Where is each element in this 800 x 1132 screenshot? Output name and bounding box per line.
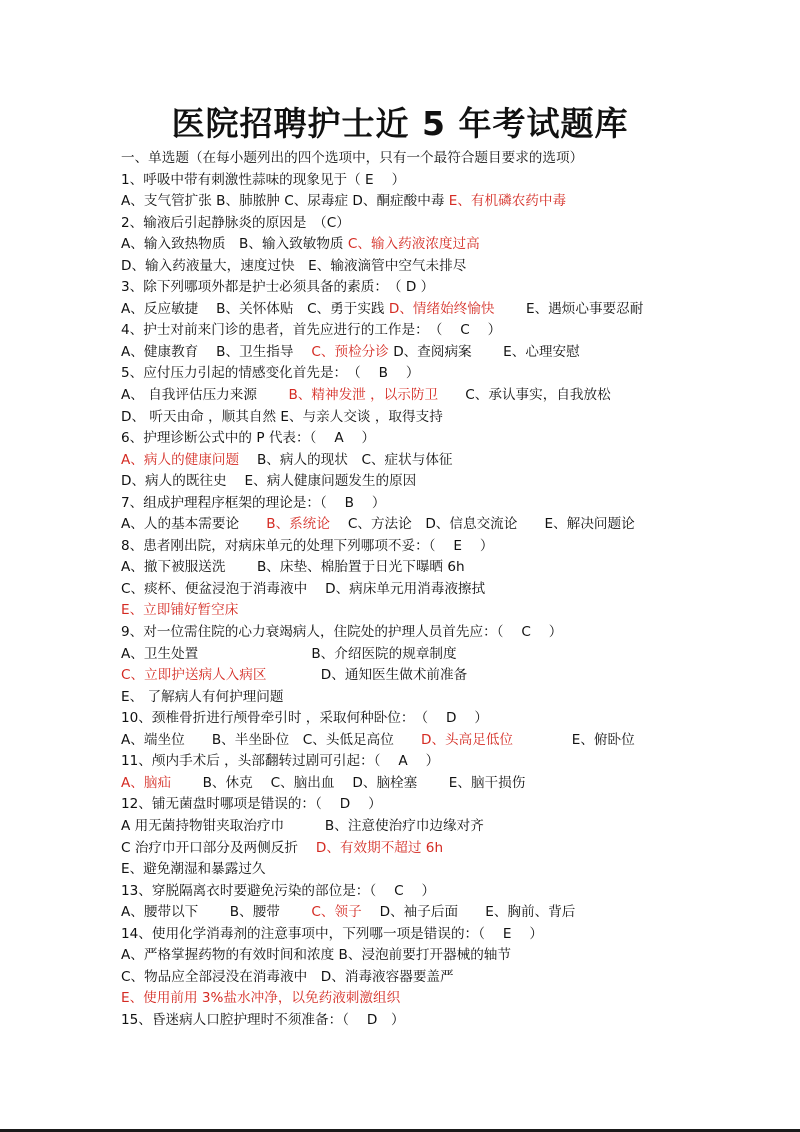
option-line	[121, 299, 796, 321]
option-text: A、反应敏捷 B、关怀体贴 C、勇于实践	[121, 300, 389, 317]
option-line	[121, 902, 796, 924]
option-line	[121, 967, 796, 989]
option-text: E、 了解病人有何护理问题	[121, 688, 284, 705]
option-text: A、人的基本需要论	[121, 516, 267, 533]
option-line	[121, 385, 796, 407]
option-text: C 治疗巾开口部分及两侧反折	[121, 839, 316, 856]
question-stem: 9、对一位需住院的心力衰竭病人，住院处的护理人员首先应：（ C ）	[121, 624, 563, 641]
option-text: C、物品应全部浸没在消毒液中 D、消毒液容器要盖严	[121, 968, 454, 985]
option-line	[121, 579, 796, 601]
option-text: E、遇烦心事要忍耐	[494, 300, 644, 317]
correct-answer-text: C、领子	[311, 904, 362, 921]
option-text: B、病人的现状 C、症状与体征	[239, 451, 453, 468]
option-text: A、 自我评估压力来源	[121, 387, 289, 404]
question-stem: 12、铺无菌盘时哪项是错误的：（ D ）	[121, 796, 382, 813]
correct-answer-text: E、立即铺好暂空床	[121, 602, 239, 619]
question-stem: 6、护理诊断公式中的 P 代表：（ A ）	[121, 430, 376, 447]
option-line	[121, 557, 796, 579]
correct-answer-text: D、有效期不超过 6h	[315, 839, 444, 856]
option-text: D、 听天由命 ，顺其自然 E、与亲人交谈 ，取得支持	[121, 408, 443, 425]
question-stem: 2、输液后引起静脉炎的原因是 （C）	[121, 214, 350, 231]
option-line	[121, 191, 796, 213]
correct-answer-text: E、使用前用 3%盐水冲净，以免药液刺激组织	[121, 990, 401, 1007]
option-line	[121, 256, 796, 278]
page-title: 医院招聘护士近 5 年考试题库	[171, 104, 629, 143]
option-line	[121, 665, 796, 687]
correct-answer-text: C、预检分诊	[311, 343, 389, 360]
question-stem: 5、应付压力引起的情感变化首先是： （ B ）	[121, 365, 420, 382]
option-line	[121, 687, 796, 709]
option-line	[121, 471, 796, 493]
question-list	[121, 148, 796, 1031]
option-line	[121, 816, 796, 838]
correct-answer-text: A、脑疝	[121, 774, 172, 791]
option-line	[121, 407, 796, 429]
option-text: E、俯卧位	[513, 731, 635, 748]
option-text: D、输入药液量大，速度过快 E、输液滴管中空气未排尽	[121, 257, 467, 274]
option-text: A、输入致热物质 B、输入致敏物质	[121, 236, 348, 253]
question-stem: 4、护士对前来门诊的患者，首先应进行的工作是： （ C ）	[121, 322, 502, 339]
question-stem: 15、昏迷病人口腔护理时不须准备：（ D ）	[121, 1011, 405, 1028]
question-stem: 11、颅内手术后 ，头部翻转过剧可引起：（ A ）	[121, 753, 440, 770]
correct-answer-text: D、头高足低位	[421, 731, 514, 748]
question-stem: 8、患者刚出院，对病床单元的处理下列哪项不妥：（ E ）	[121, 537, 494, 554]
option-line	[121, 730, 796, 752]
option-text: B、休克 C、脑出血 D、脑栓塞 E、脑干损伤	[171, 774, 526, 791]
option-text: D、查阅病案 E、心理安慰	[388, 343, 580, 360]
correct-answer-text: A、病人的健康问题	[121, 451, 240, 468]
correct-answer-text: B、精神发泄 ，以示防卫	[288, 387, 439, 404]
option-line	[121, 450, 796, 472]
question-stem: 1、呼吸中带有刺激性蒜味的现象见于（ E ）	[121, 171, 406, 188]
question-stem: 13、穿脱隔离衣时要避免污染的部位是：（ C ）	[121, 882, 436, 899]
option-text: A、撤下被服送洗 B、床垫、棉胎置于日光下曝晒 6h	[121, 559, 465, 576]
option-line	[121, 644, 796, 666]
correct-answer-text: C、立即护送病人入病区	[121, 667, 267, 684]
option-line	[121, 838, 796, 860]
option-line	[121, 859, 796, 881]
option-text: A、卫生处置 B、介绍医院的规章制度	[121, 645, 457, 662]
correct-answer-text: B、系统论	[266, 516, 330, 533]
option-text: A 用无菌持物钳夹取治疗巾 B、注意使治疗巾边缘对齐	[121, 817, 484, 834]
correct-answer-text: E、有机磷农药中毒	[448, 193, 567, 210]
correct-answer-text: D、情绪始终愉快	[388, 300, 495, 317]
option-line	[121, 234, 796, 256]
option-text: A、健康教育 B、卫生指导	[121, 343, 312, 360]
option-text: C、承认事实，自我放松	[438, 387, 611, 404]
option-text: D、袖子后面 E、胸前、背后	[361, 904, 576, 921]
option-line	[121, 773, 796, 795]
option-text: E、避免潮湿和暴露过久	[121, 861, 266, 878]
option-text: D、病人的既往史 E、病人健康问题发生的原因	[121, 473, 417, 490]
section-heading: 一、单选题（在每小题列出的四个选项中，只有一个最符合题目要求的选项）	[121, 150, 584, 166]
option-text: D、通知医生做术前准备	[266, 667, 468, 684]
option-line	[121, 514, 796, 536]
option-text: A、端坐位 B、半坐卧位 C、头低足高位	[121, 731, 421, 748]
option-text: C、痰杯、便盆浸泡于消毒液中 D、病床单元用消毒液擦拭	[121, 580, 486, 597]
question-stem: 10、颈椎骨折进行颅骨牵引时 ，采取何种卧位： （ D ）	[121, 710, 488, 727]
question-stem: 14、使用化学消毒剂的注意事项中，下列哪一项是错误的：（ E ）	[121, 925, 543, 942]
question-stem: 3、除下列哪项外都是护士必须具备的素质： （ D ）	[121, 279, 435, 296]
correct-answer-text: C、输入药液浓度过高	[347, 236, 480, 253]
option-line	[121, 600, 796, 622]
option-line	[121, 342, 796, 364]
option-text: A、严格掌握药物的有效时间和浓度 B、浸泡前要打开器械的轴节	[121, 947, 511, 964]
option-text: A、腰带以下 B、腰带	[121, 904, 312, 921]
option-text: A、支气管扩张 B、肺脓肿 C、尿毒症 D、酮症酸中毒	[121, 193, 449, 210]
option-text: C、方法论 D、信息交流论 E、解决问题论	[329, 516, 635, 533]
option-line	[121, 945, 796, 967]
option-line	[121, 988, 796, 1010]
question-stem: 7、组成护理程序框架的理论是：（ B ）	[121, 494, 386, 511]
